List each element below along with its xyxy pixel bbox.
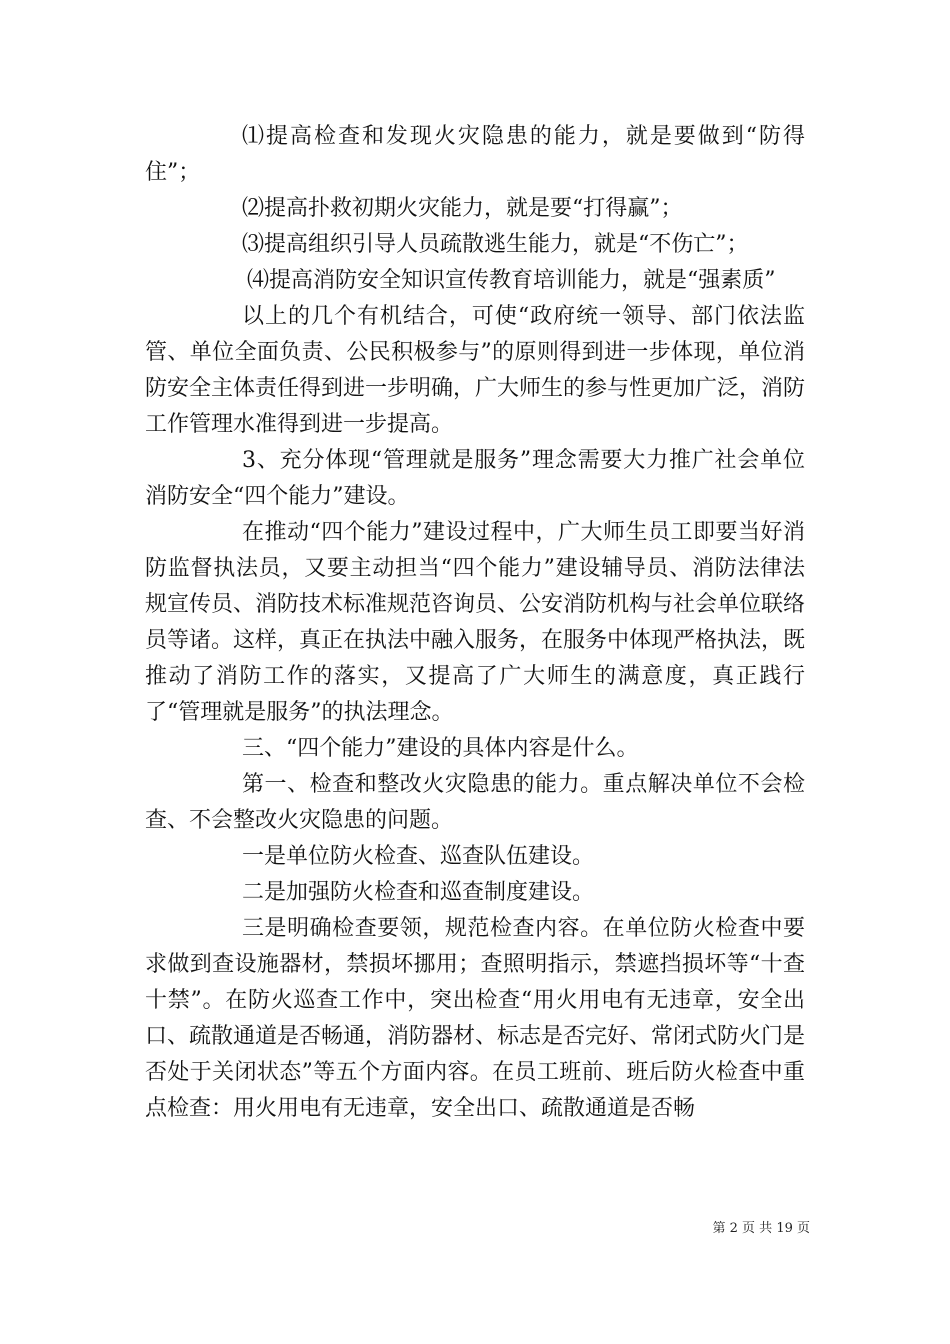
page-number: 第 2 页 共 19 页: [712, 1221, 810, 1236]
paragraph-item-3: ⑶提高组织引导人员疏散逃生能力，就是“不伤亡”；: [242, 232, 749, 257]
section-heading-3: 3、充分体现“管理就是服务”理念需要大力推广社会单位消防安全“四个能力”建设。: [145, 448, 805, 509]
paragraph-item-4: ⑷提高消防安全知识宣传教育培训能力，就是“强素质”: [247, 268, 776, 293]
paragraph-point-two: 二是加强防火检查和巡查制度建设。: [242, 880, 595, 905]
body-text: [145, 119, 805, 1127]
section-heading-three: 三、“四个能力”建设的具体内容是什么。: [242, 736, 639, 761]
paragraph-item-1: ⑴提高检查和发现火灾隐患的能力，就是要做到“防得住”；: [145, 124, 805, 185]
paragraph-point-one: 一是单位防火检查、巡查队伍建设。: [242, 844, 595, 869]
paragraph-first-ability: 第一、检查和整改火灾隐患的能力。重点解决单位不会检查、不会整改火灾隐患的问题。: [145, 772, 805, 833]
paragraph-summary: 以上的几个有机结合，可使“政府统一领导、部门依法监管、单位全面负责、公民积极参与”的原则得到进一步体现，单位消防安全主体责任得到进一步明确，广大师生的参与性更加广泛，消防工作管理水准得到进一步提高。: [145, 304, 806, 437]
paragraph-item-2: ⑵提高扑救初期火灾能力，就是要“打得赢”；: [242, 196, 683, 221]
paragraph-promote: 在推动“四个能力”建设过程中，广大师生员工即要当好消防监督执法员，又要主动担当“四个能力”建设辅导员、消防法律法规宣传员、消防技术标准规范咨询员、公安消防机构与社会单位联络员等诸。这样，真正在执法中融入服务，在服务中体现严格执法，既推动了消防工作的落实，又提高了广大师生的满意度，真正践行了“管理就是服务”的执法理念。: [145, 520, 806, 725]
paragraph-point-three: 三是明确检查要领，规范检查内容。在单位防火检查中要求做到查设施器材，禁损坏挪用；查照明指示，禁遮挡损坏等“十查十禁”。在防火巡查工作中，突出检查“用火用电有无违章，安全出口、疏散通道是否畅通，消防器材、标志是否完好、常闭式防火门是否处于关闭状态”等五个方面内容。在员工班前、班后防火检查中重点检查：用火用电有无违章，安全出口、疏散通道是否畅: [145, 916, 806, 1121]
